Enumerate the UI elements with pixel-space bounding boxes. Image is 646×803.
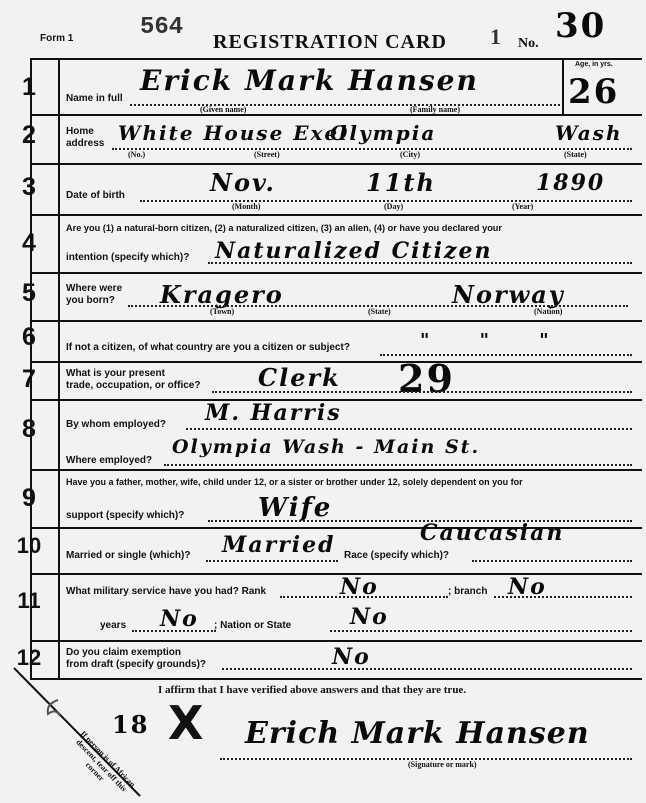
dob-month-sublabel: (Month) [232, 202, 261, 211]
citizenship-line [208, 262, 632, 264]
row-divider-1 [30, 114, 642, 116]
nation-label: ; Nation or State [214, 620, 292, 631]
mark-x: X [168, 696, 204, 750]
branch-line [494, 596, 632, 598]
home-state-sublabel: (State) [564, 150, 587, 159]
military-rank-label: What military service have you had? Rank [66, 586, 267, 597]
home-city-value: Olympia [330, 121, 437, 145]
home-street-value: White House Exel [118, 121, 349, 145]
birthplace-label-2: you born? [66, 295, 115, 306]
dob-label: Date of birth [66, 190, 125, 201]
birth-nation-sublabel: (Nation) [534, 307, 563, 316]
home-state-value: Wash [555, 121, 623, 145]
employed-where-label: Where employed? [66, 455, 153, 466]
branch-value: No [508, 574, 547, 600]
exemption-label-1: Do you claim exemption [66, 647, 182, 658]
signature-sublabel: (Signature or mark) [408, 760, 477, 769]
birth-town-sublabel: (Town) [210, 307, 235, 316]
years-value: No [160, 606, 199, 632]
birthplace-label-1: Where were [66, 283, 123, 294]
intention-label: intention (specify which)? [66, 252, 190, 263]
dob-year-sublabel: (Year) [512, 202, 534, 211]
row-number-8: 8 [22, 415, 36, 443]
dob-day-value: 11th [366, 168, 436, 197]
dob-year-value: 1890 [536, 170, 606, 196]
serial-number: 564 [140, 14, 184, 41]
occupation-label-2: trade, occupation, or office? [66, 380, 201, 391]
row-number-12: 12 [16, 645, 42, 670]
row-number-7: 7 [22, 365, 36, 393]
home-label-1: Home [66, 126, 94, 137]
row-number-11: 11 [17, 588, 41, 613]
marital-line [206, 560, 338, 562]
row-divider-5 [30, 320, 642, 322]
years-label: years [100, 620, 127, 631]
corner-cut-line [0, 660, 180, 800]
citizen-of-label: If not a citizen, of what country are you a citizen or subject? [66, 342, 350, 353]
employed-where-value: Olympia Wash - Main St. [172, 436, 481, 458]
rank-line [280, 596, 448, 598]
row-divider-8 [30, 469, 642, 471]
marital-value: Married [222, 532, 336, 558]
name-label: Name in full [66, 93, 123, 104]
nation-line [330, 630, 632, 632]
citizenship-value: Naturalized Citizen [215, 238, 493, 264]
row-divider-4 [30, 272, 642, 274]
age-box-divider [562, 58, 564, 114]
occupation-extra: 29 [398, 356, 455, 401]
exemption-label-2: from draft (specify grounds)? [66, 659, 207, 670]
affirmation-text: I affirm that I have verified above answers and that they are true. [158, 684, 467, 696]
row-divider-2 [30, 163, 642, 165]
signature: Erich Mark Hansen [245, 716, 590, 751]
dob-day-sublabel: (Day) [384, 202, 404, 211]
age-label: Age, in yrs. [575, 61, 613, 68]
row-divider-3 [30, 214, 642, 216]
birth-nation-value: Norway [452, 280, 565, 309]
occupation-label-1: What is your present [66, 368, 165, 379]
marital-label: Married or single (which)? [66, 550, 191, 561]
dependents-question: Have you a father, mother, wife, child under 12, or a sister or brother under 12, solely dependent on you for [66, 477, 523, 487]
home-label-2: address [66, 138, 105, 149]
home-line [112, 148, 632, 150]
header-fragment: 1 [490, 24, 501, 49]
no-label: No. [518, 36, 539, 51]
row-divider-10 [30, 573, 642, 575]
home-no-sublabel: (No.) [128, 150, 146, 159]
frame-top [30, 58, 642, 60]
corner-note: If person is of African descent, tear off this corner [74, 729, 138, 794]
row-divider-11 [30, 640, 642, 642]
branch-label: ; branch [448, 586, 488, 597]
dob-month-value: Nov. [210, 168, 276, 197]
race-label: Race (specify which)? [344, 550, 450, 561]
card-number: 30 [555, 6, 607, 46]
row-number-9: 9 [22, 484, 36, 512]
mark-number: 18 [112, 710, 150, 739]
number-column-divider [58, 58, 60, 678]
family-name-sublabel: (Family name) [410, 105, 460, 114]
row-number-3: 3 [22, 173, 36, 201]
exemption-line [222, 668, 632, 670]
employer-line [186, 428, 632, 430]
given-name-sublabel: (Given name) [200, 105, 247, 114]
occupation-value: Clerk [258, 363, 341, 392]
age-value: 26 [568, 72, 620, 112]
exemption-value: No [332, 644, 371, 670]
row-number-5: 5 [22, 279, 36, 307]
support-value: Wife [258, 493, 333, 523]
support-label: support (specify which)? [66, 510, 185, 521]
row-number-10: 10 [16, 533, 42, 558]
row-number-1: 1 [22, 73, 36, 101]
military-rank-value: No [340, 574, 379, 600]
home-city-sublabel: (City) [400, 150, 420, 159]
employed-where-line [164, 464, 632, 466]
home-street-sublabel: (Street) [254, 150, 280, 159]
name-line [130, 104, 560, 106]
race-line [472, 560, 632, 562]
card-title: REGISTRATION CARD [213, 31, 447, 53]
row-number-4: 4 [22, 229, 36, 257]
birth-state-sublabel: (State) [368, 307, 391, 316]
years-line [132, 630, 216, 632]
row-number-2: 2 [22, 121, 36, 149]
nation-value: No [350, 604, 389, 630]
citizen-of-value: " " " [420, 330, 571, 351]
occupation-line [212, 391, 632, 393]
race-value: Caucasian [420, 520, 565, 546]
row-number-6: 6 [22, 323, 36, 351]
birth-town-value: Kragero [160, 280, 284, 309]
citizenship-question: Are you (1) a natural-born citizen, (2) a naturalized citizen, (3) an alien, (4) or have you declared your [66, 223, 502, 233]
employer-label: By whom employed? [66, 419, 167, 430]
employer-value: M. Harris [205, 400, 342, 426]
form-label: Form 1 [40, 33, 74, 44]
name-value: Erick Mark Hansen [140, 64, 479, 97]
